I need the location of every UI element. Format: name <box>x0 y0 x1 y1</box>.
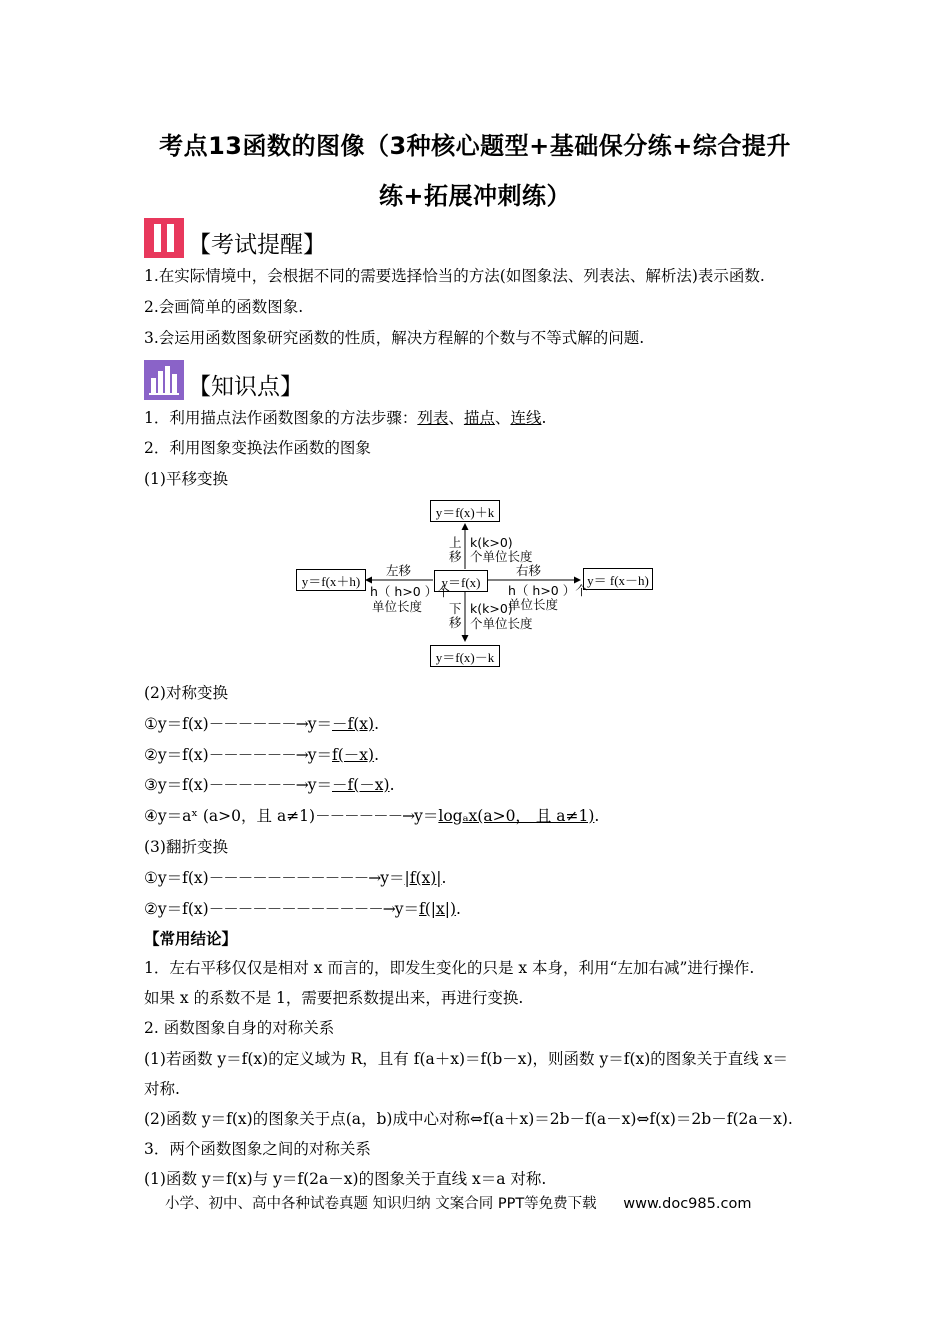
sym4-prefix: ④y＝aˣ (a>0，且 a≠1) <box>144 807 316 825</box>
step-sep-2: 、 <box>494 409 511 427</box>
left-note-1: h（ h>0 ）个 <box>370 584 450 599</box>
fold1-result-pre: y＝ <box>380 869 405 887</box>
left-label: 左移 <box>386 563 412 578</box>
sub-fold: (3)翻折变换 <box>144 838 228 856</box>
conclusion-line-1: 1．左右平移仅仅是相对 x 而言的，即发生变化的只是 x 本身，利用“左加右减”进行操作. <box>144 959 755 977</box>
fold1-end: . <box>441 869 447 887</box>
footer-text: 小学、初中、高中各种试卷真题 知识归纳 文案合同 PPT等免费下载 <box>165 1196 597 1212</box>
sym4-end: . <box>594 807 600 825</box>
sym2-result: f(－x) <box>332 746 375 764</box>
conclusion-line-2: 如果 x 的系数不是 1，需要把系数提出来，再进行变换. <box>144 989 524 1007</box>
conclusion-line-8: (1)函数 y＝f(x)与 y＝f(2a－x)的图象关于直线 x＝a 对称. <box>144 1170 547 1188</box>
fold2-result-pre: y＝ <box>394 900 419 918</box>
sym3-end: . <box>389 776 395 794</box>
right-label: 右移 <box>516 563 542 578</box>
sym1-result: －f(x) <box>332 715 375 733</box>
fold2-arrow: －－－－－－－－－－－－→ <box>208 900 395 918</box>
sym4-result: logₐx(a>0， 且 a≠1) <box>438 807 595 825</box>
sym1-end: . <box>374 715 380 733</box>
translation-diagram <box>290 495 660 675</box>
box-shift-left: y＝f(x＋h) <box>296 569 366 591</box>
section-knowledge-label: 【知识点】 <box>188 374 303 400</box>
sym1-result-pre: y＝ <box>307 715 332 733</box>
conclusion-line-5: 对称. <box>144 1080 180 1098</box>
knowledge-item-2: 2．利用图象变换法作函数的图象 <box>144 439 371 457</box>
sub-translation: (1)平移变换 <box>144 470 228 488</box>
conclusion-line-4: (1)若函数 y＝f(x)的定义域为 R，且有 f(a＋x)＝f(b－x)，则函数 y＝f(x)的图象关于直线 x＝ <box>144 1050 788 1068</box>
down-label-2: 移 <box>449 615 462 630</box>
footer <box>165 1192 751 1213</box>
down-note-2: 个单位长度 <box>470 616 533 631</box>
fold1-arrow: －－－－－－－－－－－→ <box>208 869 381 887</box>
down-label: 下 <box>449 601 462 616</box>
conclusion-line-7: 3．两个函数图象之间的对称关系 <box>144 1140 371 1158</box>
left-note-2: 单位长度 <box>372 599 423 614</box>
fold1-result: |f(x)| <box>404 869 442 887</box>
sym2-arrow: －－－－－－→ <box>208 746 308 764</box>
step-sep-1: 、 <box>448 409 464 427</box>
step-plot: 描点 <box>463 409 495 427</box>
knowledge-item-1: 1．利用描点法作函数图象的方法步骤：列表、描点、连线. <box>144 409 547 427</box>
right-note-1: h（ h>0 ）个 <box>508 583 588 598</box>
section-exam-label: 【考试提醒】 <box>188 232 326 258</box>
symmetry-row-2 <box>144 745 379 765</box>
conclusion-line-3: 2. 函数图象自身的对称关系 <box>144 1019 335 1037</box>
exam-item-2: 2.会画简单的函数图象. <box>144 298 304 316</box>
up-label-2: 移 <box>449 549 462 564</box>
right-note-2: 单位长度 <box>508 597 559 612</box>
section-knowledge-header <box>144 360 303 400</box>
pause-bars-icon <box>144 218 184 258</box>
sym1-prefix: ①y＝f(x) <box>144 715 209 733</box>
sym3-prefix: ③y＝f(x) <box>144 776 209 794</box>
symmetry-row-3 <box>144 775 395 795</box>
sym2-prefix: ②y＝f(x) <box>144 746 209 764</box>
sym4-result-pre: y＝ <box>414 807 439 825</box>
box-center: y＝f(x) <box>434 570 488 592</box>
step-connect: 连线 <box>510 409 542 427</box>
fold2-end: . <box>456 900 461 918</box>
sym4-arrow: －－－－－－→ <box>315 807 415 825</box>
up-note-1: k(k>0) <box>470 535 513 550</box>
box-shift-right: y＝ f(x－h) <box>583 568 653 590</box>
sym2-result-pre: y＝ <box>307 746 332 764</box>
symmetry-row-1 <box>144 714 379 734</box>
exam-item-3: 3.会运用函数图象研究函数的性质，解决方程解的个数与不等式解的问题. <box>144 329 645 347</box>
fold2-prefix: ②y＝f(x) <box>144 900 209 918</box>
page-title-line1: 考点13函数的图像（3种核心题型+基础保分练+综合提升 <box>159 132 791 160</box>
bar-chart-icon <box>144 360 184 400</box>
box-shift-up: y＝f(x)＋k <box>430 500 500 522</box>
up-note-2: 个单位长度 <box>470 549 533 564</box>
fold2-result: f(|x|) <box>419 900 457 918</box>
step-list: 列表 <box>417 409 449 427</box>
sym3-arrow: －－－－－－→ <box>208 776 308 794</box>
sym3-result: －f(－x) <box>332 776 390 794</box>
sub-symmetry: (2)对称变换 <box>144 684 228 702</box>
section-exam-header <box>144 218 326 258</box>
page-title-line2: 练+拓展冲刺练） <box>378 182 572 210</box>
sym1-arrow: －－－－－－→ <box>208 715 308 733</box>
fold-row-2 <box>144 899 461 919</box>
fold-row-1 <box>144 868 446 888</box>
footer-url[interactable]: www.doc985.com <box>623 1196 752 1212</box>
conclusion-line-6: (2)函数 y＝f(x)的图象关于点(a，b)成中心对称⇔f(a＋x)＝2b－f(a－x)⇔f(x)＝2b－f(2a－x). <box>144 1110 793 1128</box>
symmetry-row-4 <box>144 806 599 826</box>
down-note-1: k(k>0) <box>470 601 513 616</box>
exam-item-1: 1.在实际情境中，会根据不同的需要选择恰当的方法(如图象法、列表法、解析法)表示函数. <box>144 267 765 285</box>
box-shift-down: y＝f(x)－k <box>430 645 500 667</box>
sym2-end: . <box>374 746 380 764</box>
up-label: 上 <box>449 535 462 550</box>
item1-prefix: 1．利用描点法作函数图象的方法步骤： <box>144 409 418 427</box>
fold1-prefix: ①y＝f(x) <box>144 869 209 887</box>
sym3-result-pre: y＝ <box>307 776 332 794</box>
conclusions-heading: 【常用结论】 <box>144 930 238 948</box>
